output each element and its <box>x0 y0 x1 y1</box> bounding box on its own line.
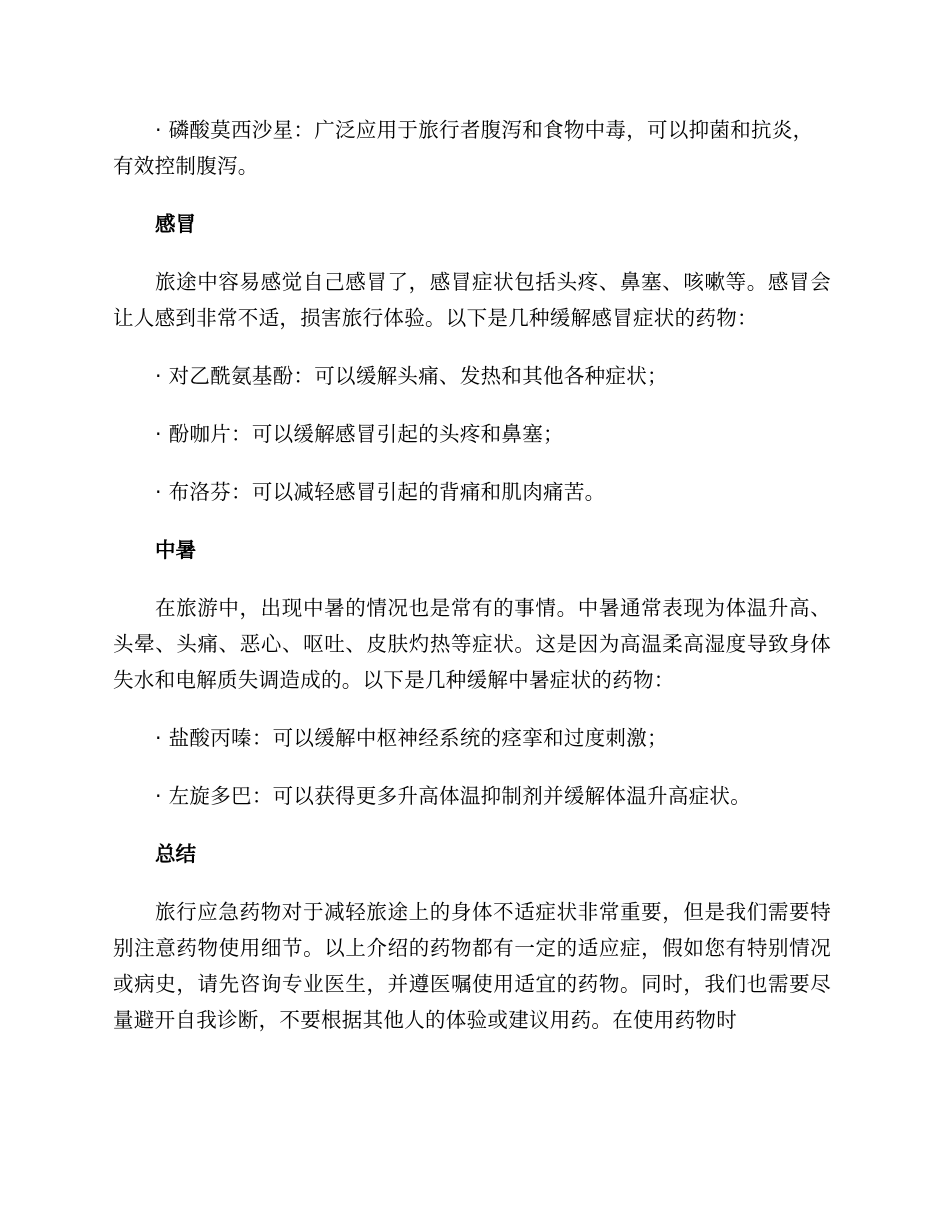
heading-cold: 感冒 <box>155 212 196 236</box>
bullet-acetaminophen: · 对乙酰氨基酚：可以缓解头痛、发热和其他各种症状； <box>155 364 668 388</box>
bullet-promazine: · 盐酸丙嗪：可以缓解中枢神经系统的痉挛和过度刺激； <box>155 726 668 750</box>
bullet-levodopa: · 左旋多巴：可以获得更多升高体温抑制剂并缓解体温升高症状。 <box>155 784 752 808</box>
heading-summary: 总结 <box>155 842 196 866</box>
paragraph-heatstroke: 在旅游中，出现中暑的情况也是常有的事情。中暑通常表现为体温升高、头晕、头痛、恶心、呕吐、皮肤灼热等症状。这是因为高温柔高湿度导致身体失水和电解质失调造成的。以下是几种缓解中暑症状的药物： <box>113 596 831 692</box>
bullet-phenol-caffeine: · 酚咖片：可以缓解感冒引起的头疼和鼻塞； <box>155 422 564 446</box>
heading-heatstroke: 中暑 <box>155 538 196 562</box>
paragraph-summary: 旅行应急药物对于减轻旅途上的身体不适症状非常重要，但是我们需要特别注意药物使用细节。以上介绍的药物都有一定的适应症，假如您有特别情况或病史，请先咨询专业医生，并遵医嘱使用适宜的药物。同时，我们也需要尽量避开自我诊断，不要根据其他人的体验或建议用药。在使用药物时 <box>113 900 831 1032</box>
bullet-moxifloxacin: · 磷酸莫西沙星：广泛应用于旅行者腹泻和食物中毒，可以抑菌和抗炎，有效控制腹泻。 <box>113 118 814 178</box>
bullet-ibuprofen: · 布洛芬：可以减轻感冒引起的背痛和肌肉痛苦。 <box>155 480 606 504</box>
paragraph-cold: 旅途中容易感觉自己感冒了，感冒症状包括头疼、鼻塞、咳嗽等。感冒会让人感到非常不适，损害旅行体验。以下是几种缓解感冒症状的药物： <box>113 270 831 330</box>
document-body <box>113 112 831 1038</box>
